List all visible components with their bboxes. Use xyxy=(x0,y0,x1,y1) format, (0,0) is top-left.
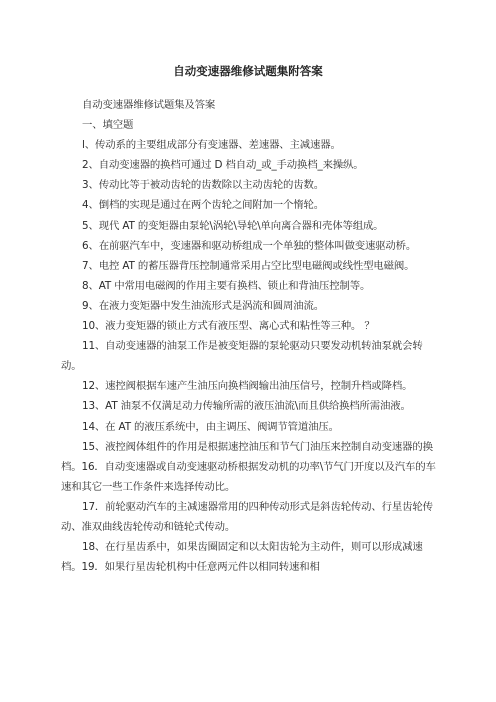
question-item: 15、液控阀体组件的作用是根据速控油压和节气门油压来控制自动变速器的换档。16．自动变速器或自动变速驱动桥根据发动机的功率\节气门开度以及汽车的车速和其它一些工作条件来选择传动比。 xyxy=(61,440,436,493)
question-item: 17．前轮驱动汽车的主减速器常用的四种传动形式是斜齿轮传动、行星齿轮传动、准双曲线齿轮传动和链轮式传动。 xyxy=(61,500,433,533)
question-item: 18、在行星齿系中，如果齿圈固定和以太阳齿轮为主动件，则可以形成减速档。19．如果行星齿轮机构中任意两元件以相同转速和相 xyxy=(61,541,423,574)
document-title: 自动变速器维修试题集附答案 xyxy=(173,64,323,78)
question-item: 10、液力变矩器的锁止方式有液压型、离心式和粘性等三种。 ？ xyxy=(82,320,375,333)
question-item: 9、在液力变矩器中发生油流形式是涡流和圆周油流。 xyxy=(82,299,324,312)
question-item: l、传动系的主要组成部分有变速器、差速器、主减速器。 xyxy=(82,139,341,152)
question-item: 4、倒档的实现是通过在两个齿轮之间附加一个惰轮。 xyxy=(82,199,324,212)
question-item: 2、自动变速器的换档可通过 D 档自动_或_手动换档_来操纵。 xyxy=(82,159,364,172)
subtitle: 自动变速器维修试题集及答案 xyxy=(82,99,216,111)
question-item: 6、在前驱汽车中，变速器和驱动桥组成一个单独的整体叫做变速驱动桥。 xyxy=(82,239,417,252)
document-body xyxy=(61,95,438,577)
question-item: 7、电控 AT 的蓄压器背压控制通常采用占空比型电磁阀或线性型电磁阀。 xyxy=(82,259,415,272)
question-item: 12、速控阀根据车速产生油压向换档阀输出油压信号，控制升档或降档。 xyxy=(82,380,413,393)
question-item: 13、AT 油泵不仅满足动力传输所需的液压油流\而且供给换档所需油液。 xyxy=(82,400,411,413)
section-heading: 一、填空题 xyxy=(82,119,134,132)
question-item: 11、自动变速器的油泵工作是被变矩器的泵轮驱动只要发动机转油泵就会转动。 xyxy=(61,340,423,373)
question-item: 5、现代 AT 的变矩器由泵轮\涡轮\导轮\单向离合器和壳体等组成。 xyxy=(82,219,384,232)
question-item: 14、在 AT 的液压系统中，由主调压、阀调节管道油压。 xyxy=(82,420,339,433)
question-item: 8、AT 中常用电磁阀的作用主要有换档、锁止和背油压控制等。 xyxy=(82,279,371,292)
question-item: 3、传动比等于被动齿轮的齿数除以主动齿轮的齿数。 xyxy=(82,179,324,192)
